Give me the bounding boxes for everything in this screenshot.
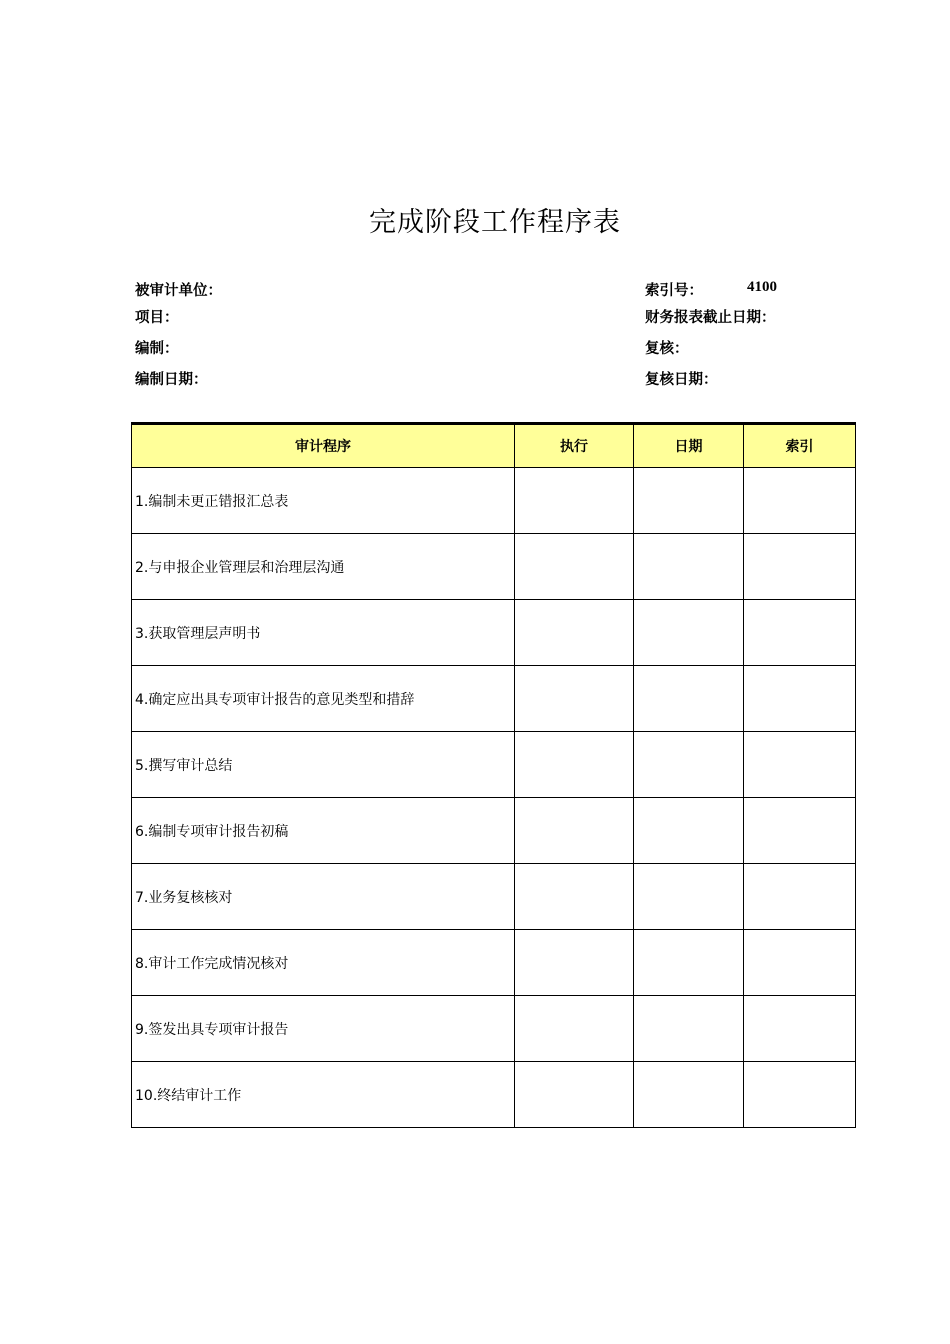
index-cell[interactable] — [744, 534, 856, 600]
date-cell[interactable] — [634, 864, 744, 930]
date-cell[interactable] — [634, 732, 744, 798]
page-title: 完成阶段工作程序表 — [369, 207, 621, 238]
header-audit-procedure: 审计程序 — [132, 424, 515, 468]
index-cell[interactable] — [744, 996, 856, 1062]
index-no-value: 4100 — [747, 279, 777, 295]
index-cell[interactable] — [744, 732, 856, 798]
index-cell[interactable] — [744, 600, 856, 666]
table-row — [132, 996, 856, 1062]
step-cell: 4.确定应出具专项审计报告的意见类型和措辞 — [132, 666, 515, 732]
audit-program-table — [131, 422, 856, 1128]
index-cell[interactable] — [744, 468, 856, 534]
header-executed: 执行 — [515, 424, 634, 468]
report-cutoff-label: 财务报表截止日期： — [645, 310, 776, 326]
step-cell: 9.签发出具专项审计报告 — [132, 996, 515, 1062]
table-row — [132, 798, 856, 864]
date-cell[interactable] — [634, 666, 744, 732]
review-date-label: 复核日期： — [645, 372, 718, 388]
index-no-label: 索引号： — [645, 283, 703, 299]
table-row — [132, 600, 856, 666]
table-row — [132, 930, 856, 996]
step-cell: 7.业务复核核对 — [132, 864, 515, 930]
audited-entity-label: 被审计单位： — [135, 283, 222, 299]
executed-cell[interactable] — [515, 996, 634, 1062]
prepared-by-label: 编制： — [135, 341, 179, 357]
prepared-date-label: 编制日期： — [135, 372, 208, 388]
date-cell[interactable] — [634, 468, 744, 534]
executed-cell[interactable] — [515, 600, 634, 666]
executed-cell[interactable] — [515, 798, 634, 864]
step-cell: 2.与申报企业管理层和治理层沟通 — [132, 534, 515, 600]
executed-cell[interactable] — [515, 666, 634, 732]
table-row — [132, 468, 856, 534]
header-index: 索引 — [744, 424, 856, 468]
table-row — [132, 864, 856, 930]
executed-cell[interactable] — [515, 930, 634, 996]
step-cell: 6.编制专项审计报告初稿 — [132, 798, 515, 864]
table-row — [132, 732, 856, 798]
index-cell[interactable] — [744, 930, 856, 996]
table-row — [132, 666, 856, 732]
index-cell[interactable] — [744, 666, 856, 732]
date-cell[interactable] — [634, 930, 744, 996]
executed-cell[interactable] — [515, 864, 634, 930]
table-row — [132, 534, 856, 600]
executed-cell[interactable] — [515, 1062, 634, 1128]
index-cell[interactable] — [744, 1062, 856, 1128]
executed-cell[interactable] — [515, 468, 634, 534]
step-cell: 1.编制未更正错报汇总表 — [132, 468, 515, 534]
executed-cell[interactable] — [515, 534, 634, 600]
header-date: 日期 — [634, 424, 744, 468]
table-row — [132, 1062, 856, 1128]
table-header-row — [132, 424, 856, 468]
reviewed-by-label: 复核： — [645, 341, 689, 357]
step-cell: 8.审计工作完成情况核对 — [132, 930, 515, 996]
executed-cell[interactable] — [515, 732, 634, 798]
step-cell: 5.撰写审计总结 — [132, 732, 515, 798]
date-cell[interactable] — [634, 996, 744, 1062]
date-cell[interactable] — [634, 600, 744, 666]
index-cell[interactable] — [744, 798, 856, 864]
step-cell: 3.获取管理层声明书 — [132, 600, 515, 666]
date-cell[interactable] — [634, 798, 744, 864]
index-cell[interactable] — [744, 864, 856, 930]
date-cell[interactable] — [634, 534, 744, 600]
step-cell: 10.终结审计工作 — [132, 1062, 515, 1128]
date-cell[interactable] — [634, 1062, 744, 1128]
project-label: 项目： — [135, 310, 179, 326]
